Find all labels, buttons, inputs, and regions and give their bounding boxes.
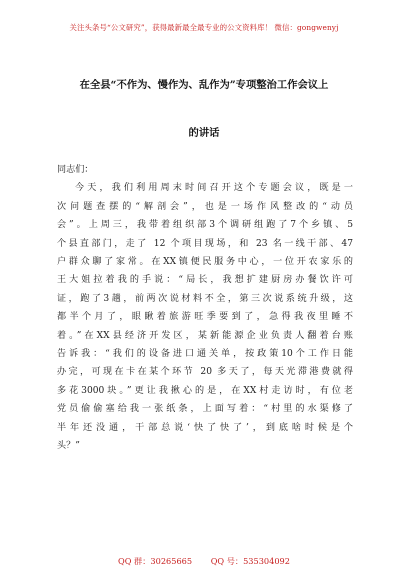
body-line: 个县直部门，走了 12 个项目现场，和 23 名一线干部、47 bbox=[57, 238, 353, 249]
body-line: 都半个月了，眼瞅着旅游旺季要到了，急得我夜里睡不 bbox=[57, 312, 353, 323]
body-line: 着。”在XX县经济开发区，某新能源企业负责人翻着台账 bbox=[57, 330, 353, 341]
document-title-line-2: 的讲话 bbox=[188, 127, 220, 139]
salutation: 同志们： bbox=[57, 165, 94, 175]
body-line: 办完，可现在卡在某个环节 20 多天了，每天光滞港费就得 bbox=[57, 367, 353, 378]
header-promo-text: 关注头条号“公文研究”，获得最新最全最专业的公文资料库！ 微信：gongwenyj bbox=[69, 23, 339, 32]
body-line: 今天，我们利用周末时间召开这个专题会议，既是一 bbox=[75, 183, 353, 194]
document-title-line-1: 在全县“不作为、慢作为、乱作为”专项整治工作会议上 bbox=[79, 79, 329, 91]
body-line: 头？” bbox=[57, 441, 80, 452]
body-line: 王大姐拉着我的手说：“局长，我想扩建厨房办餐饮许可 bbox=[57, 275, 353, 286]
footer-qq-number: QQ 号：535304092 bbox=[210, 556, 290, 566]
body-line: 会”。上周三，我带着组织部3个调研组跑了7个乡镇、5 bbox=[57, 220, 353, 231]
body-line: 半年还没通，干部总说‘快了快了’，到底啥时候是个 bbox=[57, 422, 353, 433]
body-line: 党员偷偷塞给我一张纸条，上面写着：“村里的水渠修了 bbox=[57, 404, 353, 415]
body-line: 告诉我：“我们的设备进口通关单，按政策10个工作日能 bbox=[57, 349, 353, 360]
document-body bbox=[57, 161, 353, 456]
body-line: 次问题查摆的“解剖会”，也是一场作风整改的“动员 bbox=[57, 201, 353, 212]
body-line: 证，跑了3趟，前两次说材料不全，第三次说系统升级，这 bbox=[57, 293, 353, 304]
footer-qq-group: QQ 群：30265665 bbox=[118, 556, 193, 566]
footer-contact bbox=[0, 556, 408, 567]
body-line: 多花3000块。”更让我揪心的是，在XX村走访时，有位老 bbox=[57, 385, 353, 396]
body-line: 户群众聊了家常。在XX镇便民服务中心，一位开农家乐的 bbox=[57, 257, 353, 268]
